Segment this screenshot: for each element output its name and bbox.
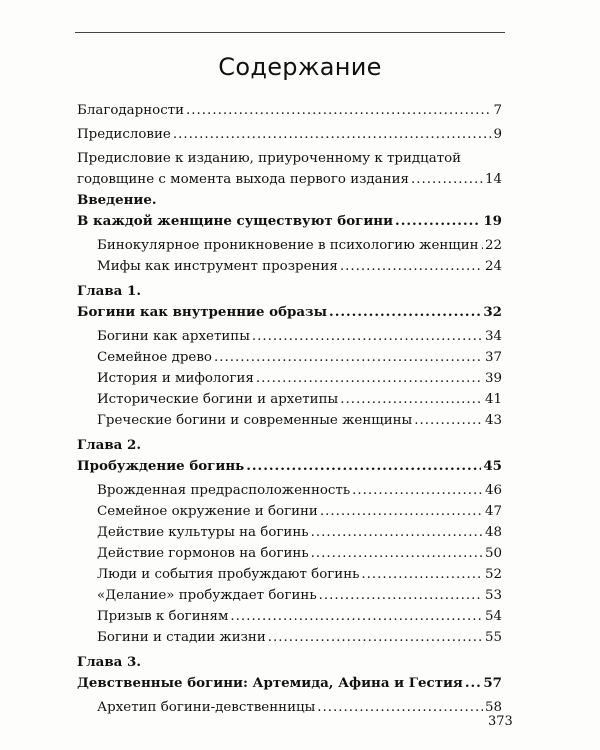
toc-entry-page: 48 (484, 525, 502, 540)
toc-entry-title: Девственные богини: Артемида, Афина и Гестия (77, 675, 463, 691)
toc-entry-title: Призыв к богиням (97, 609, 229, 624)
toc-subentry[interactable] (77, 501, 502, 522)
toc-subentry[interactable] (77, 368, 502, 389)
toc-subentry[interactable] (77, 627, 502, 648)
dot-leader (186, 100, 491, 121)
dot-leader (320, 501, 483, 522)
dot-leader (411, 169, 483, 190)
dot-leader (465, 673, 482, 694)
toc-entry-page: 9 (493, 127, 502, 142)
toc-subentry[interactable] (77, 389, 502, 410)
toc-entry-page: 47 (484, 504, 502, 519)
dot-leader (311, 522, 483, 543)
dot-leader (361, 564, 483, 585)
dot-leader (481, 235, 483, 256)
toc-entry-title: В каждой женщине существуют богини (77, 213, 394, 229)
toc-entry-title: Предисловие (77, 127, 171, 142)
toc-entry-title: Бинокулярное проникновение в психологию женщин (97, 238, 479, 253)
toc-entry-page: 54 (484, 609, 502, 624)
table-of-contents (77, 100, 502, 718)
toc-subentry[interactable] (77, 585, 502, 606)
toc-entry-chapter-1[interactable] (77, 302, 502, 323)
page-title: Содержание (218, 53, 382, 81)
toc-entry-title: История и мифология (97, 371, 254, 386)
dot-leader (252, 326, 483, 347)
toc-subentry[interactable] (77, 697, 502, 718)
toc-entry-title: Греческие богини и современные женщины (97, 413, 413, 428)
dot-leader (329, 302, 481, 323)
toc-entry-page: 14 (484, 172, 502, 187)
toc-entry-title: Архетип богини-девственницы (97, 700, 316, 715)
chapter-1-heading: Глава 1. (77, 283, 141, 299)
toc-entry-preface[interactable] (77, 124, 502, 145)
page-number: 373 (488, 714, 513, 729)
dot-leader (311, 543, 483, 564)
dot-leader (173, 124, 492, 145)
toc-entry-page: 39 (484, 371, 502, 386)
toc-entry-page: 55 (484, 630, 502, 645)
toc-entry-page: 43 (484, 413, 502, 428)
toc-entry-chapter-2[interactable] (77, 456, 502, 477)
toc-entry-page: 45 (483, 458, 502, 474)
toc-entry-page: 58 (484, 700, 502, 715)
toc-subentry[interactable] (77, 326, 502, 347)
toc-entry-page: 34 (484, 329, 502, 344)
toc-subentry[interactable] (77, 256, 502, 277)
dot-leader (214, 347, 483, 368)
toc-entry-intro[interactable] (77, 211, 502, 232)
toc-subentry[interactable] (77, 564, 502, 585)
toc-entry-title: Исторические богини и архетипы (97, 392, 339, 407)
dot-leader (256, 368, 483, 389)
toc-entry-page: 50 (484, 546, 502, 561)
toc-entry-title: Семейное древо (97, 350, 212, 365)
toc-entry-title: Врожденная предрасположенность (97, 483, 351, 498)
toc-entry-page: 53 (484, 588, 502, 603)
toc-entry-title: «Делание» пробуждает богинь (97, 588, 317, 603)
toc-entry-title: Благодарности (77, 103, 185, 118)
toc-entry-title: Семейное окружение и богини (97, 504, 318, 519)
chapter-3-heading: Глава 3. (77, 654, 141, 670)
toc-entry-page: 32 (483, 304, 502, 320)
toc-entry-page: 57 (483, 675, 502, 691)
toc-subentry[interactable] (77, 410, 502, 431)
toc-entry-page: 52 (484, 567, 502, 582)
toc-entry-page: 7 (493, 103, 502, 118)
toc-entry-title: Богини как внутренние образы (77, 304, 328, 320)
dot-leader (352, 480, 483, 501)
toc-subentry[interactable] (77, 480, 502, 501)
intro-heading: Введение. (77, 192, 157, 208)
toc-entry-acknowledgments[interactable] (77, 100, 502, 121)
toc-entry-title: Богини как архетипы (97, 329, 250, 344)
toc-entry-title: Действие гормонов на богинь (97, 546, 309, 561)
toc-entry-title-line2: годовщине с момента выхода первого издания (77, 172, 409, 187)
toc-entry-page: 24 (484, 259, 502, 274)
dot-leader (319, 585, 483, 606)
toc-entry-preface-anniversary[interactable] (77, 149, 502, 190)
toc-entry-page: 22 (484, 238, 502, 253)
toc-entry-chapter-3[interactable] (77, 673, 502, 694)
toc-subentry[interactable] (77, 522, 502, 543)
dot-leader (317, 697, 483, 718)
toc-entry-title: Люди и события пробуждают богинь (97, 567, 360, 582)
top-rule (75, 32, 505, 33)
dot-leader (268, 627, 483, 648)
dot-leader (340, 389, 483, 410)
toc-entry-title-line1: Предисловие к изданию, приуроченному к тридцатой (77, 151, 462, 166)
toc-subentry[interactable] (77, 543, 502, 564)
toc-entry-page: 19 (483, 213, 502, 229)
dot-leader (230, 606, 483, 627)
toc-entry-title: Богини и стадии жизни (97, 630, 266, 645)
chapter-2-heading: Глава 2. (77, 437, 141, 453)
dot-leader (246, 456, 481, 477)
toc-entry-title: Пробуждение богинь (77, 458, 245, 474)
toc-entry-page: 37 (484, 350, 502, 365)
toc-subentry[interactable] (77, 606, 502, 627)
toc-entry-page: 46 (484, 483, 502, 498)
dot-leader (395, 211, 481, 232)
toc-entry-page: 41 (484, 392, 502, 407)
dot-leader (340, 256, 483, 277)
toc-entry-title: Мифы как инструмент прозрения (97, 259, 338, 274)
dot-leader (414, 410, 483, 431)
toc-subentry[interactable] (77, 235, 502, 256)
toc-entry-title: Действие культуры на богинь (97, 525, 309, 540)
toc-subentry[interactable] (77, 347, 502, 368)
